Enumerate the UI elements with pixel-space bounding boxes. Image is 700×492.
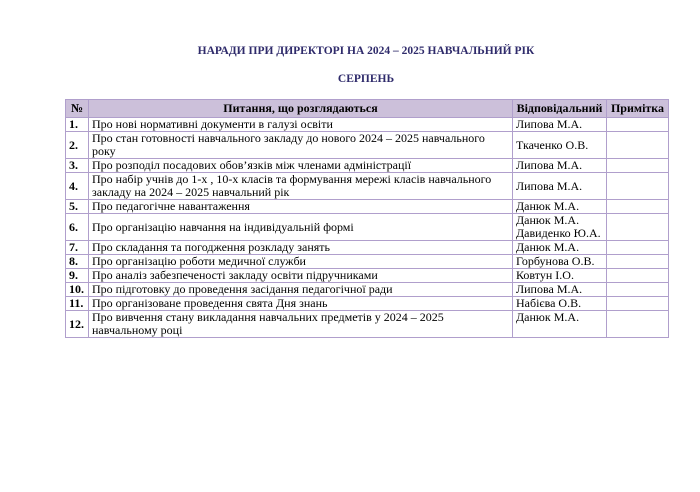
header-note: Примітка — [607, 100, 669, 118]
responsible-person: Данюк М.А. — [516, 199, 580, 213]
row-topic: Про аналіз забезпеченості закладу освіти підручниками — [89, 269, 513, 283]
row-number: 7. — [66, 241, 89, 255]
row-topic: Про організацію роботи медичної служби — [89, 255, 513, 269]
row-note — [607, 311, 669, 338]
row-responsible — [513, 297, 607, 311]
row-topic: Про складання та погодження розкладу занять — [89, 241, 513, 255]
row-number: 10. — [66, 283, 89, 297]
responsible-person: Набієва О.В. — [516, 296, 582, 310]
row-number: 1. — [66, 118, 89, 132]
row-topic: Про нові нормативні документи в галузі освіти — [89, 118, 513, 132]
row-topic: Про стан готовності навчального закладу до нового 2024 – 2025 навчального року — [89, 132, 513, 159]
row-responsible — [513, 173, 607, 200]
row-note — [607, 283, 669, 297]
row-responsible — [513, 283, 607, 297]
table-row — [66, 255, 669, 269]
document-title: НАРАДИ ПРИ ДИРЕКТОРІ НА 2024 – 2025 НАВЧАЛЬНИЙ РІК — [197, 45, 535, 57]
table-row — [66, 241, 669, 255]
row-note — [607, 297, 669, 311]
row-number: 4. — [66, 173, 89, 200]
row-note — [607, 200, 669, 214]
row-topic: Про вивчення стану викладання навчальних предметів у 2024 – 2025 навчальному році — [89, 311, 513, 338]
row-responsible — [513, 159, 607, 173]
responsible-person: Данюк М.А. — [516, 213, 580, 227]
table-row — [66, 132, 669, 159]
row-responsible — [513, 200, 607, 214]
row-note — [607, 241, 669, 255]
responsible-person: Ковтун І.О. — [516, 268, 574, 282]
row-number: 9. — [66, 269, 89, 283]
row-note — [607, 269, 669, 283]
row-topic: Про набір учнів до 1-х , 10-х класів та формування мережі класів навчального закладу на 2024 – 2025 навчальний рік — [89, 173, 513, 200]
table-row — [66, 283, 669, 297]
row-responsible — [513, 311, 607, 338]
row-number: 8. — [66, 255, 89, 269]
responsible-person: Липова М.А. — [516, 178, 583, 193]
table-row — [66, 269, 669, 283]
row-responsible — [513, 269, 607, 283]
row-topic: Про підготовку до проведення засідання педагогічної ради — [89, 283, 513, 297]
row-note — [607, 173, 669, 200]
responsible-person: Данюк М.А. — [516, 240, 580, 254]
responsible-person: Липова М.А. — [516, 158, 583, 172]
row-responsible — [513, 214, 607, 241]
table-row — [66, 159, 669, 173]
row-topic: Про організацію навчання на індивідуальній формі — [89, 214, 513, 241]
table-row — [66, 173, 669, 200]
responsible-person: Липова М.А. — [516, 282, 583, 296]
table-header-row — [66, 100, 669, 118]
responsible-person: Давиденко Ю.А. — [516, 226, 601, 240]
row-topic: Про педагогічне навантаження — [89, 200, 513, 214]
responsible-person: Горбунова О.В. — [516, 254, 595, 268]
table-row — [66, 118, 669, 132]
row-number: 5. — [66, 200, 89, 214]
row-number: 11. — [66, 297, 89, 311]
row-number: 2. — [66, 132, 89, 159]
row-responsible — [513, 255, 607, 269]
responsible-person: Липова М.А. — [516, 117, 583, 131]
document-subtitle-month: СЕРПЕНЬ — [337, 73, 395, 85]
table-row — [66, 297, 669, 311]
row-number: 6. — [66, 214, 89, 241]
responsible-person: Ткаченко О.В. — [516, 137, 589, 152]
header-topic: Питання, що розглядаються — [89, 100, 513, 118]
row-topic: Про розподіл посадових обов’язків між членами адміністрації — [89, 159, 513, 173]
table-row — [66, 214, 669, 241]
row-responsible — [513, 241, 607, 255]
row-responsible — [513, 118, 607, 132]
row-note — [607, 118, 669, 132]
row-number: 12. — [66, 311, 89, 338]
header-num: № — [66, 100, 89, 118]
row-note — [607, 159, 669, 173]
meetings-table — [65, 99, 669, 338]
row-note — [607, 132, 669, 159]
header-responsible: Відповідальний — [513, 100, 607, 118]
responsible-person: Данюк М.А. — [516, 310, 580, 324]
table-row — [66, 311, 669, 338]
row-topic: Про організоване проведення свята Дня знань — [89, 297, 513, 311]
table-row — [66, 200, 669, 214]
row-number: 3. — [66, 159, 89, 173]
row-note — [607, 255, 669, 269]
row-responsible — [513, 132, 607, 159]
row-note — [607, 214, 669, 241]
